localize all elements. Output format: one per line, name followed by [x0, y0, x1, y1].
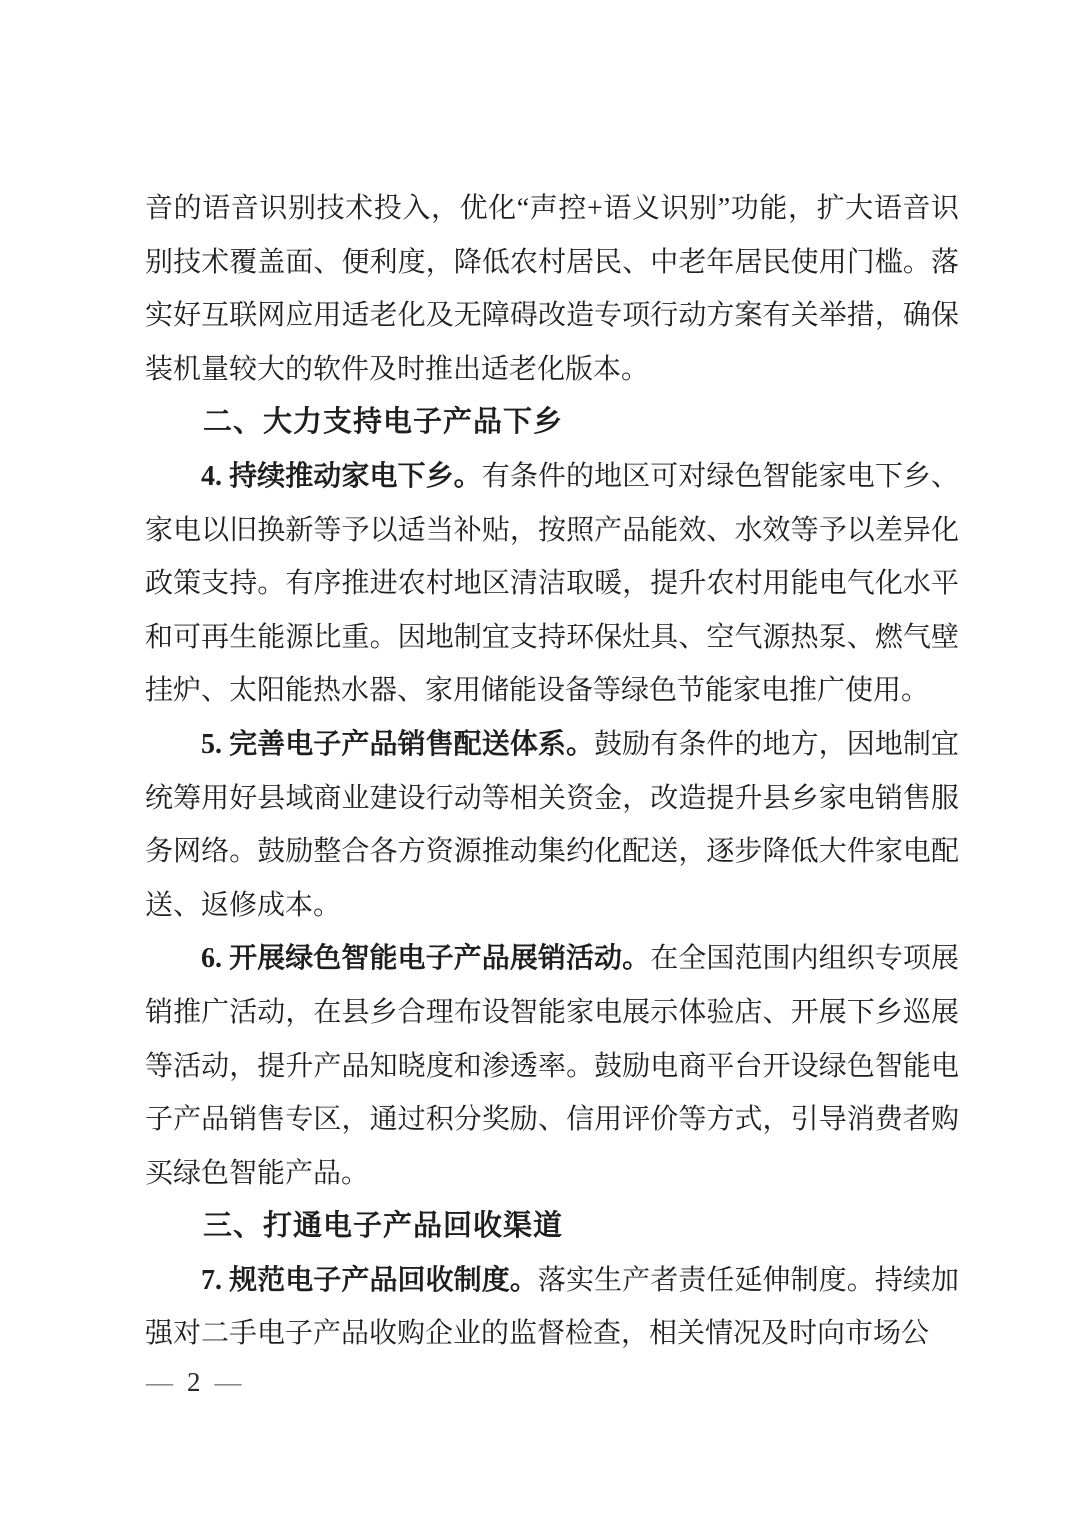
footer-dash-right: —: [214, 1367, 242, 1397]
item-6-lead: 6. 开展绿色智能电子产品展销活动。: [201, 943, 651, 975]
paragraph-item-6: [145, 932, 959, 1200]
paragraph-item-7: [145, 1254, 959, 1361]
page-footer: [146, 1362, 242, 1402]
section-heading-3: 三、打通电子产品回收渠道: [203, 1210, 564, 1243]
page-number: 2: [187, 1367, 201, 1397]
item-5-lead: 5. 完善电子产品销售配送体系。: [201, 728, 595, 760]
section-heading-2: 二、大力支持电子产品下乡: [203, 406, 564, 439]
item-4-text: 有条件的地区可对绿色智能家电下乡、家电以旧换新等予以适当补贴，按照产品能效、水效等予以差异化政策支持。有序推进农村地区清洁取暖，提升农村用能电气化水平和可再生能源比重。因地制宜支持环保灶具、空气源热泵、燃气壁挂炉、太阳能热水器、家用储能设备等绿色节能家电推广使用。: [145, 460, 959, 707]
paragraph-continuation: 音的语音识别技术投入，优化“声控+语义识别”功能，扩大语音识别技术覆盖面、便利度，降低农村居民、中老年居民使用门槛。落实好互联网应用适老化及无障碍改造专项行动方案有关举措，确保装机量较大的软件及时推出适老化版本。: [145, 193, 959, 385]
paragraph-item-5: [145, 718, 959, 932]
item-4-lead: 4. 持续推动家电下乡。: [201, 460, 482, 492]
item-7-lead: 7. 规范电子产品回收制度。: [201, 1264, 538, 1296]
document-body: [145, 182, 959, 1361]
paragraph-item-4: [145, 450, 959, 718]
item-5-text: 鼓励有条件的地方，因地制宜统筹用好县域商业建设行动等相关资金，改造提升县乡家电销售服务网络。鼓励整合各方资源推动集约化配送，逐步降低大件家电配送、返修成本。: [145, 728, 959, 921]
footer-dash-left: —: [146, 1367, 173, 1397]
item-7-text: 落实生产者责任延伸制度。持续加强对二手电子产品收购企业的监督检查，相关情况及时向市场公: [145, 1264, 959, 1350]
item-6-text: 在全国范围内组织专项展销推广活动，在县乡合理布设智能家电展示体验店、开展下乡巡展等活动，提升产品知晓度和渗透率。鼓励电商平台开设绿色智能电子产品销售专区，通过积分奖励、信用评价等方式，引导消费者购买绿色智能产品。: [145, 943, 959, 1189]
